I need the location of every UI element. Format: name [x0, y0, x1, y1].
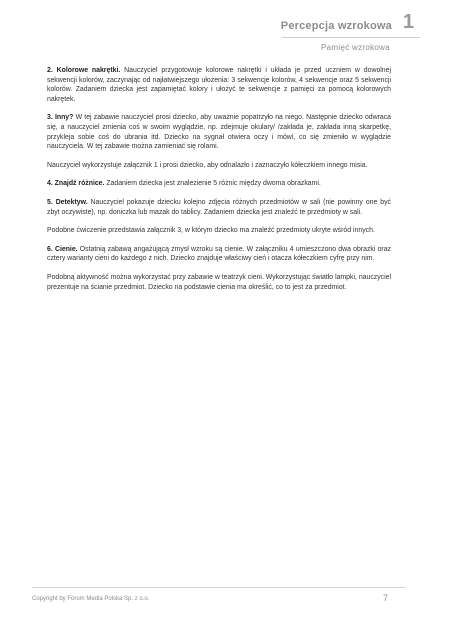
paragraph-text: Podobne ćwiczenie przedstawia załącznik 3, w którym dziecko ma znaleźć przedmioty ukryte wśród innych.	[47, 227, 375, 235]
body-text	[47, 66, 391, 301]
paragraph-lead: 6. Cienie.	[47, 245, 78, 253]
header-subtitle: Pamięć wzrokowa	[321, 43, 390, 52]
page-number: 7	[382, 593, 388, 603]
paragraph-text: W tej zabawie nauczyciel prosi dziecko, aby uważnie popatrzyło na niego. Następnie dziecko odwraca się, a nauczyciel zmienia coś w swoim wyglądzie, np. zdejmuje okulary/ /zakłada je, zakłada inną skarpetkę, przykleja sobie coś do ubrania itd. Dziecko na sygnał otwiera oczy i mówi, co się zmieniło w wyglądzie nauczyciela. W tej zabawie można zamieniać się rolami.	[47, 114, 391, 151]
paragraph-lead: 4. Znajdź różnice.	[47, 180, 105, 188]
header-title: Percepcja wzrokowa	[280, 20, 392, 32]
paragraph-lead: 2. Kolorowe nakrętki.	[47, 67, 121, 74]
paragraph-detektyw	[47, 198, 391, 217]
paragraph-text: Nauczyciel wykorzystuje załącznik 1 i prosi dziecko, aby odnalazło i zaznaczyło kółeczkiem innego misia.	[47, 161, 368, 169]
paragraph-text: Nauczyciel przygotowuje kolorowe nakrętki i układa je przed uczniem w dowolnej sekwencji kolorów, zaczynając od najłatwiejszego ułożenia: 3 sekwencje kolorów, 4 sekwencje oraz 5 sekwencji kolorów. Zadaniem dziecka jest zapamiętać kolory i ułożyć te sekwencje z pamięci za pomocą kolorowych nakrętek.	[47, 67, 392, 103]
paragraph-lead: 3. Inny?	[47, 114, 74, 122]
footer-copyright: Copyright by Forum Media Polska Sp. z o.o.	[32, 596, 150, 602]
paragraph-kolorowe-nakretki	[47, 66, 391, 104]
paragraph-text: Podobną aktywność można wykorzystać przy zabawie w teatrzyk cieni. Wykorzystując światło lampki, nauczyciel prezentuje na ścianie przedmiot. Dziecko na podstawie cienia ma określić, co to jest za przedmiot.	[47, 273, 391, 291]
paragraph-inny	[47, 113, 391, 151]
footer-divider	[32, 587, 406, 588]
paragraph-cienie	[47, 245, 391, 264]
paragraph-teatrzyk-cieni	[47, 273, 391, 292]
paragraph-text: Ostatnią zabawą angażującą zmysł wzroku są cienie. W załączniku 4 umieszczono dwa obrazki oraz cztery warianty cieni do każdego z nich. Dziecko znajduje właściwy cień i otacza kółeczkiem cyfrę przy nim.	[47, 245, 391, 263]
paragraph-zalacznik-3	[47, 226, 391, 236]
paragraph-zalacznik-1	[47, 161, 391, 171]
paragraph-text: Zadaniem dziecka jest znalezienie 5 różnic między dwoma obrazkami.	[104, 180, 321, 188]
paragraph-znajdz-roznice	[47, 179, 391, 189]
paragraph-lead: 5. Detektyw.	[47, 198, 88, 206]
chapter-number: 1	[402, 11, 414, 33]
header-divider	[282, 37, 420, 38]
paragraph-text: Nauczyciel pokazuje dziecku kolejno zdjęcia różnych przedmiotów w sali (nie powinny one być zbyt oczywiste), np. doniczka lub mazak do tablicy. Zadaniem dziecka jest znaleźć te przedmioty w sali.	[47, 198, 391, 216]
